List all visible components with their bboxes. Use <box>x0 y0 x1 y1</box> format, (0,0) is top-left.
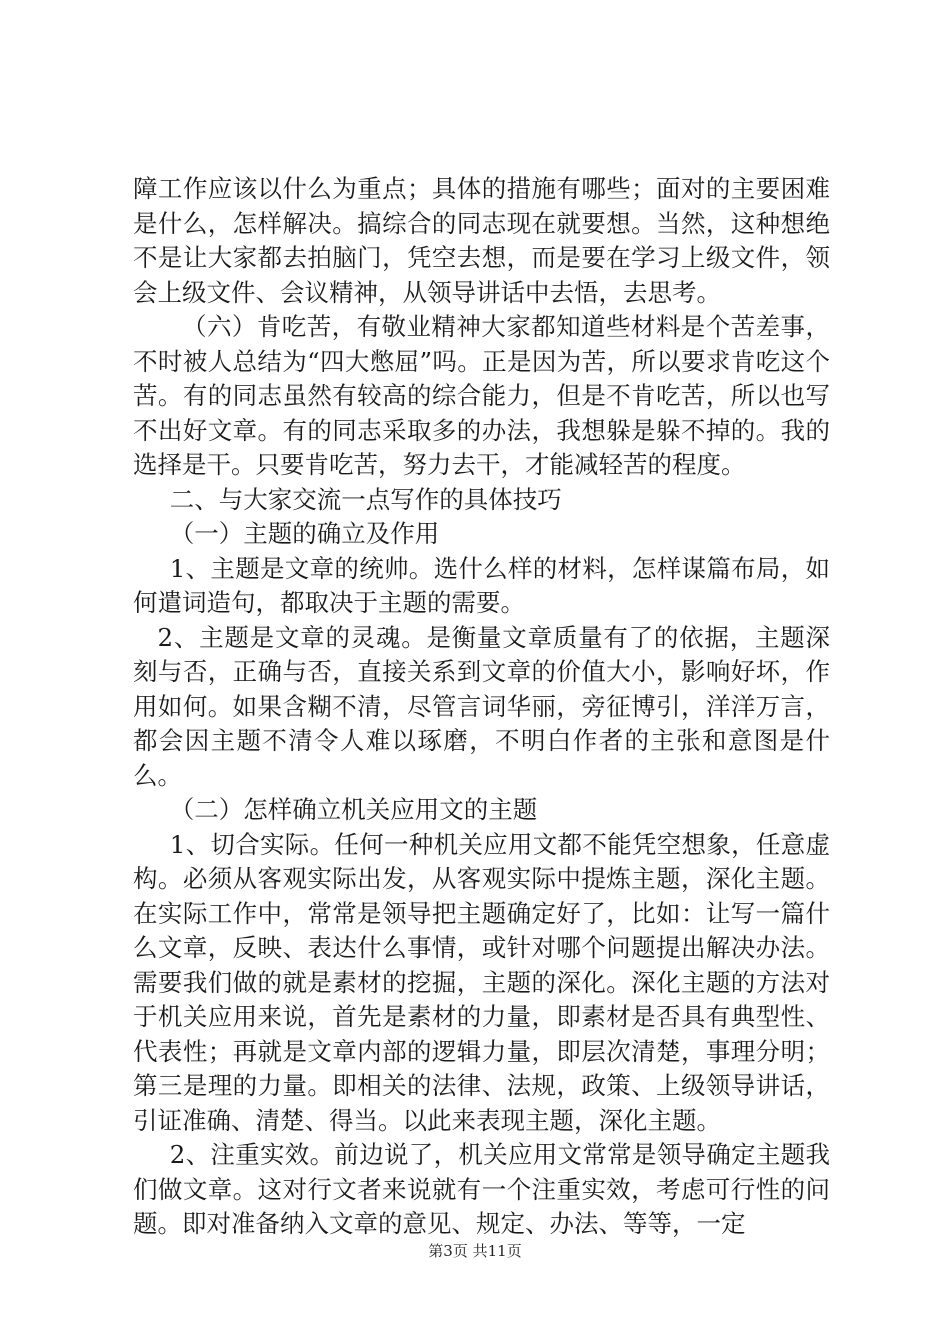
paragraph: 2、注重实效。前边说了，机关应用文常常是领导确定主题我们做文章。这对行文者来说就有一个注重实效，考虑可行性的问题。即对准备纳入文章的意见、规定、办法、等等，一定 <box>133 1140 830 1238</box>
paragraph: 1、切合实际。任何一种机关应用文都不能凭空想象，任意虚构。必须从客观实际出发，从客观实际中提炼主题，深化主题。在实际工作中，常常是领导把主题确定好了，比如：让写一篇什么文章，反映、表达什么事情，或针对哪个问题提出解决办法。需要我们做的就是素材的挖掘，主题的深化。深化主题的方法对于机关应用来说，首先是素材的力量，即素材是否具有典型性、代表性；再就是文章内部的逻辑力量，即层次清楚，事理分明；第三是理的力量。即相关的法律、法规，政策、上级领导讲话，引证准确、清楚、得当。以此来表现主题，深化主题。 <box>133 829 830 1135</box>
section-heading: 二、与大家交流一点写作的具体技巧 <box>169 484 562 514</box>
page-number-footer: 第3页 共11页 <box>428 1242 522 1260</box>
subsection-heading: （二）怎样确立机关应用文的主题 <box>169 795 538 824</box>
paragraph: （六）肯吃苦，有敬业精神大家都知道些材料是个苦差事，不时被人总结为“四大憋屈”吗。正是因为苦，所以要求肯吃这个苦。有的同志虽然有较高的综合能力，但是不肯吃苦，所以也写不出好文章。有的同志采取多的办法，我想躲是躲不掉的。我的选择是干。只要肯吃苦，努力去干，才能减轻苦的程度。 <box>133 312 830 479</box>
paragraph: 1、主题是文章的统帅。选什么样的材料，怎样谋篇布局，如何遣词造句，都取决于主题的需要。 <box>133 553 830 617</box>
paragraph: 2、主题是文章的灵魂。是衡量文章质量有了的依据，主题深刻与否，正确与否，直接关系到文章的价值大小，影响好坏，作用如何。如果含糊不清，尽管言词华丽，旁征博引，洋洋万言，都会因主题不清令人难以琢磨，不明白作者的主张和意图是什么。 <box>133 622 830 790</box>
paragraph: 障工作应该以什么为重点；具体的措施有哪些；面对的主要困难是什么，怎样解决。搞综合的同志现在就要想。当然，这种想绝不是让大家都去拍脑门，凭空去想，而是要在学习上级文件，领会上级文件、会议精神，从领导讲话中去悟，去思考。 <box>133 174 830 307</box>
document-body <box>133 172 830 1242</box>
subsection-heading: （一）主题的确立及作用 <box>169 519 440 548</box>
